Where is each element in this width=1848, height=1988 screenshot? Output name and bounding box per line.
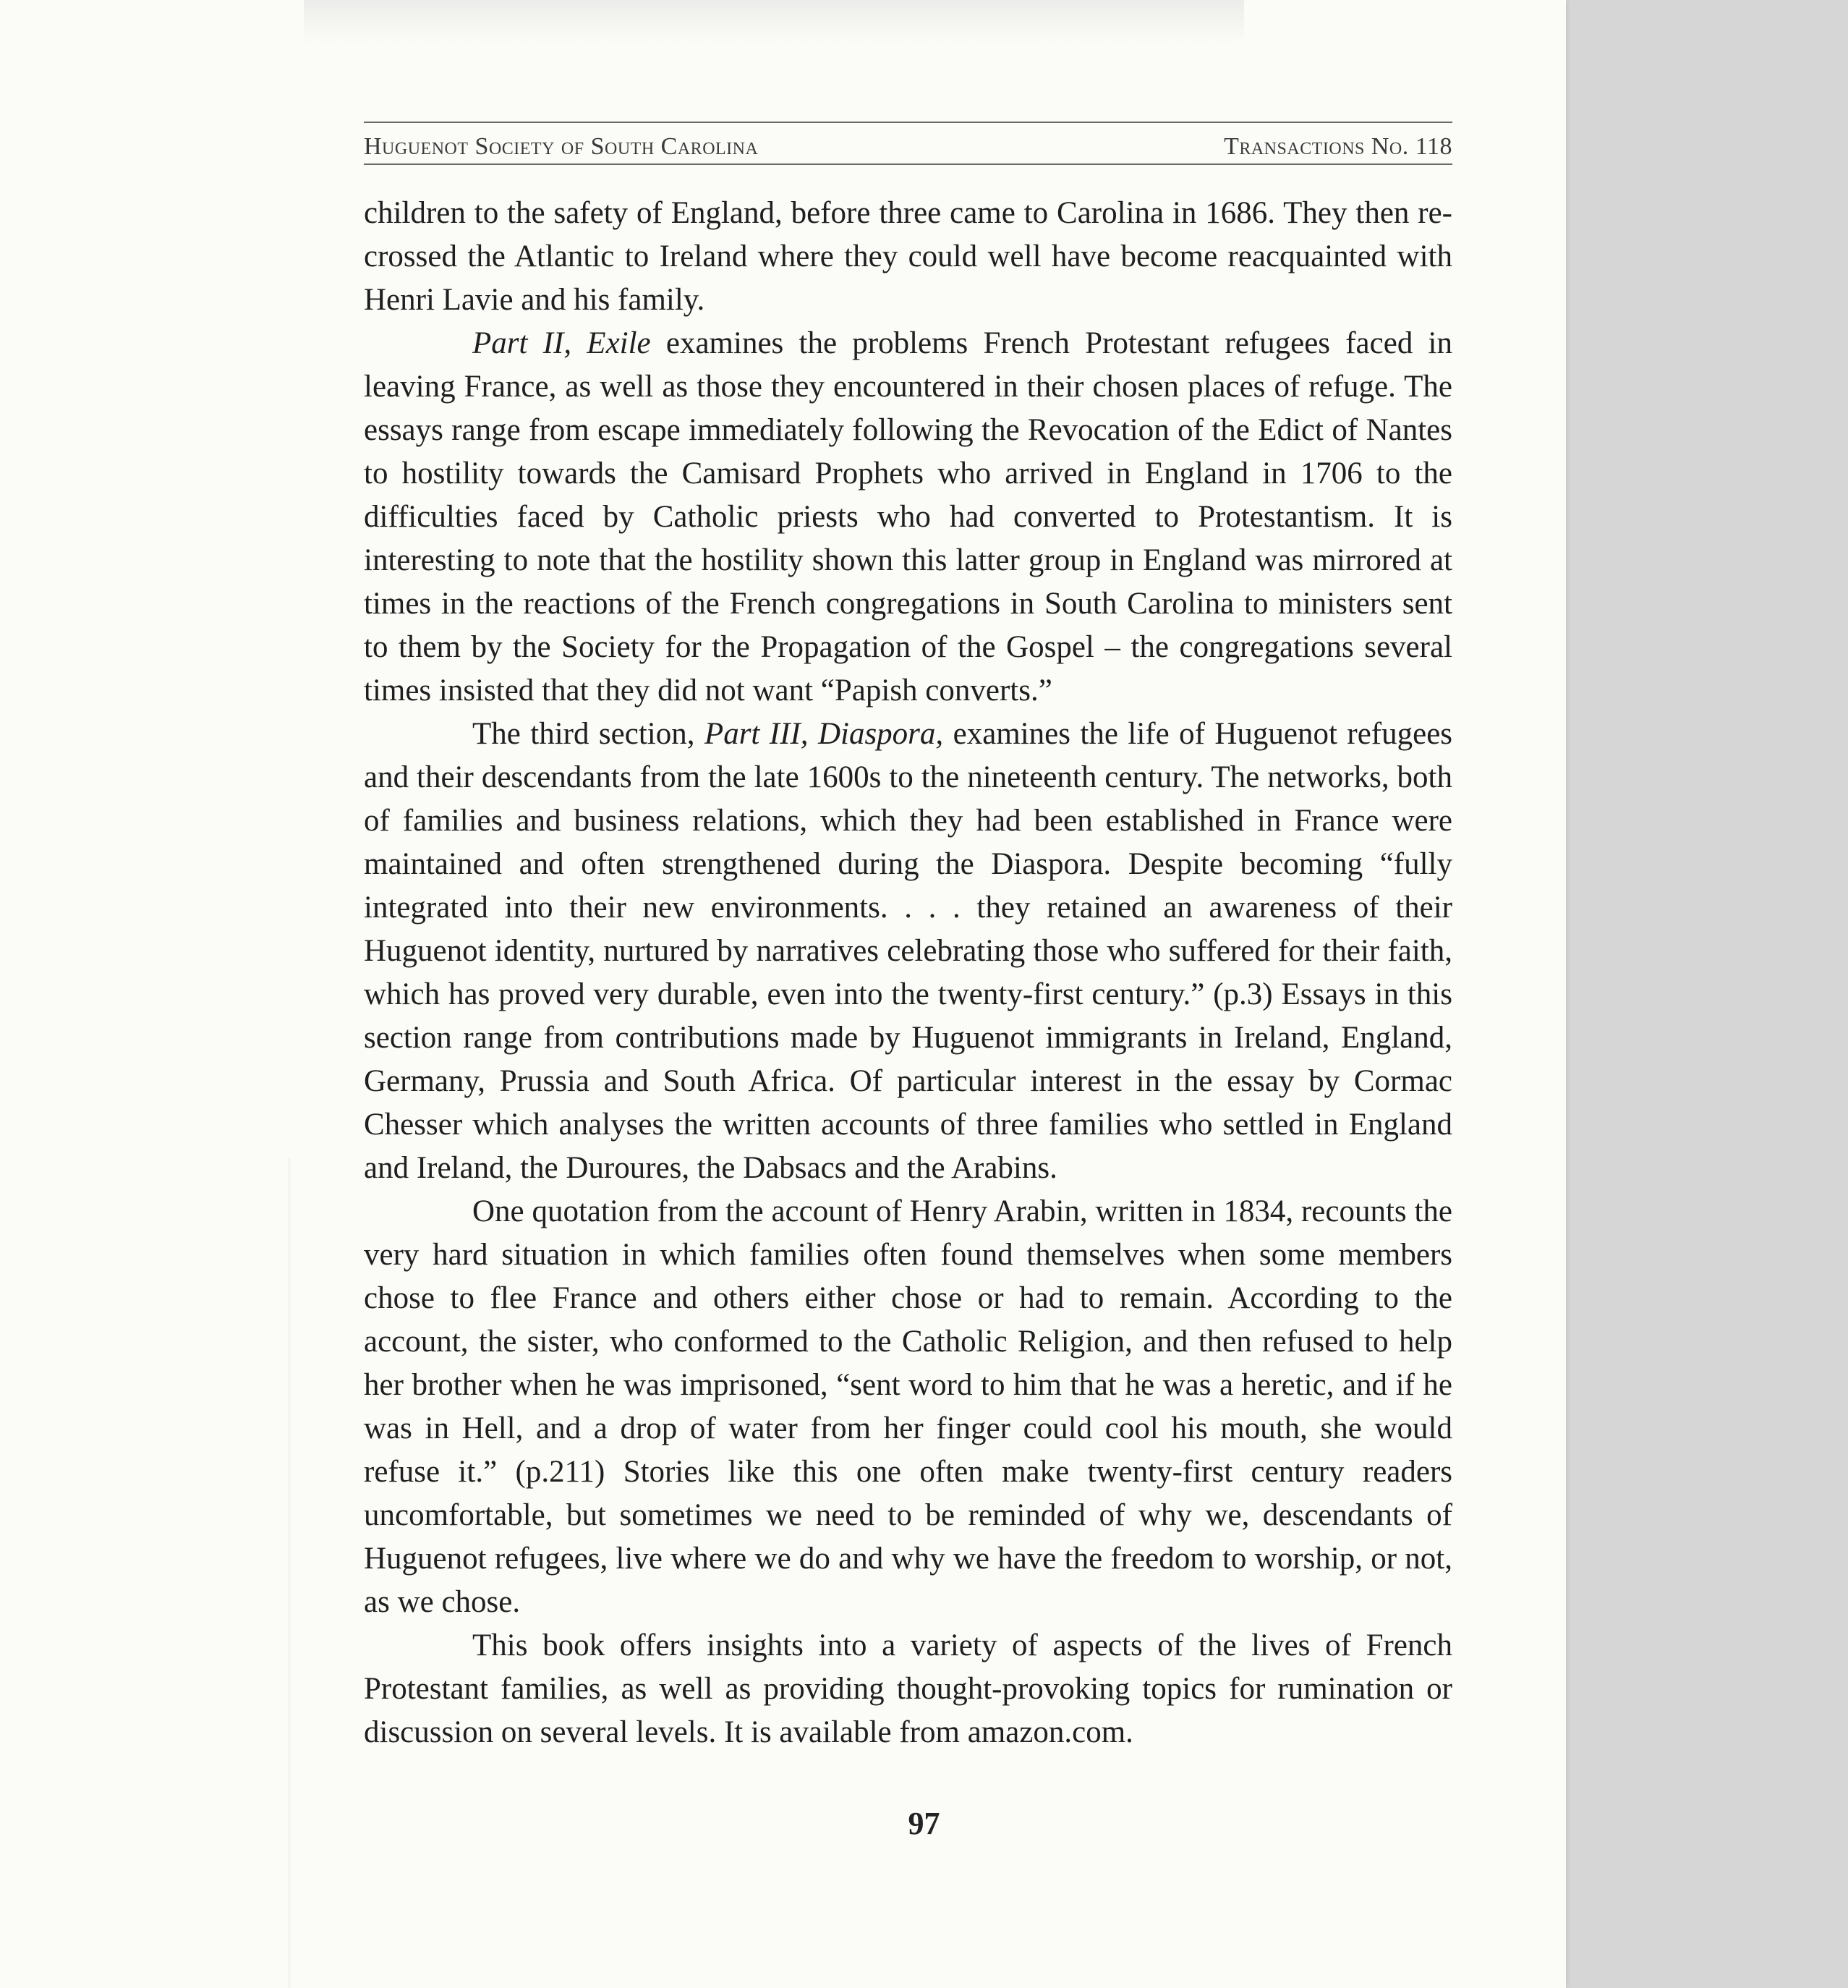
running-header	[364, 122, 1452, 165]
paragraph-lead: The third section,	[472, 717, 704, 751]
paragraph-text: examines the life of Huguenot refugees and their descendants from the late 1600s to the nineteenth century. The networks, both of families and business relations, which they had been established in France were maintained and often strengthened during the Diaspora. Despite becoming “fully integrated into their new environments. . . . they retained an awareness of their Huguenot identity, nurtured by narratives celebrating those who suffered for their faith, which has proved very durable, even into the twenty-first century.” (p.3) Essays in this section range from contributions made by Huguenot immigrants in Ireland, England, Germany, Prussia and South Africa. Of particular interest in the essay by Cormac Chesser which analyses the written accounts of three families who settled in England and Ireland, the Duroures, the Dabsacs and the Arabins.	[364, 717, 1453, 1185]
paragraph-italic-title: Part III, Diaspora,	[704, 717, 944, 751]
paragraph-4	[364, 1190, 1452, 1624]
paragraph-text: examines the problems French Protestant refugees faced in leaving France, as well as those they encountered in their chosen places of refuge. The essays range from escape immediately following the Revocation of the Edict of Nantes to hostility towards the Camisard Prophets who arrived in England in 1706 to the difficulties faced by Catholic priests who had converted to Protestantism. It is interesting to note that the hostility shown this latter group in England was mirrored at times in the reactions of the French congregations in South Carolina to ministers sent to them by the Society for the Propagation of the Gospel – the congregations several times insisted that they did not want “Papish converts.”	[364, 326, 1452, 708]
paragraph-1	[364, 192, 1452, 322]
scan-shadow	[304, 0, 1244, 43]
header-transactions-number: Transactions No. 118	[1224, 133, 1452, 160]
article-body	[364, 192, 1452, 1754]
header-society-name: Huguenot Society of South Carolina	[364, 133, 759, 160]
paragraph-text: This book offers insights into a variety of aspects of the lives of French Protestant families, as well as providing thought-provoking topics for rumination or discussion on several levels. It is available from amazon.com.	[364, 1628, 1452, 1749]
paragraph-italic-title: Part II, Exile	[472, 326, 651, 360]
page-number	[0, 1805, 1848, 1842]
paragraph-3	[364, 713, 1452, 1190]
paragraph-text: children to the safety of England, before three came to Carolina in 1686. They then re-crossed the Atlantic to Ireland where they could well have become reacquainted with Henri Lavie and his family.	[364, 196, 1452, 317]
page-gutter-edge	[288, 1157, 292, 1988]
paragraph-5	[364, 1624, 1452, 1754]
paragraph-text: One quotation from the account of Henry Arabin, written in 1834, recounts the very hard situation in which families often found themselves when some members chose to flee France and others either chose or had to remain. According to the account, the sister, who conformed to the Catholic Religion, and then refused to help her brother when he was imprisoned, “sent word to him that he was a heretic, and if he was in Hell, and a drop of water from her finger could cool his mouth, she would refuse it.” (p.211) Stories like this one often make twenty-first century readers uncomfortable, but sometimes we need to be reminded of why we, descendants of Huguenot refugees, live where we do and why we have the freedom to worship, or not, as we chose.	[364, 1194, 1452, 1619]
paragraph-2	[364, 322, 1452, 713]
page-number-text: 97	[908, 1806, 940, 1841]
